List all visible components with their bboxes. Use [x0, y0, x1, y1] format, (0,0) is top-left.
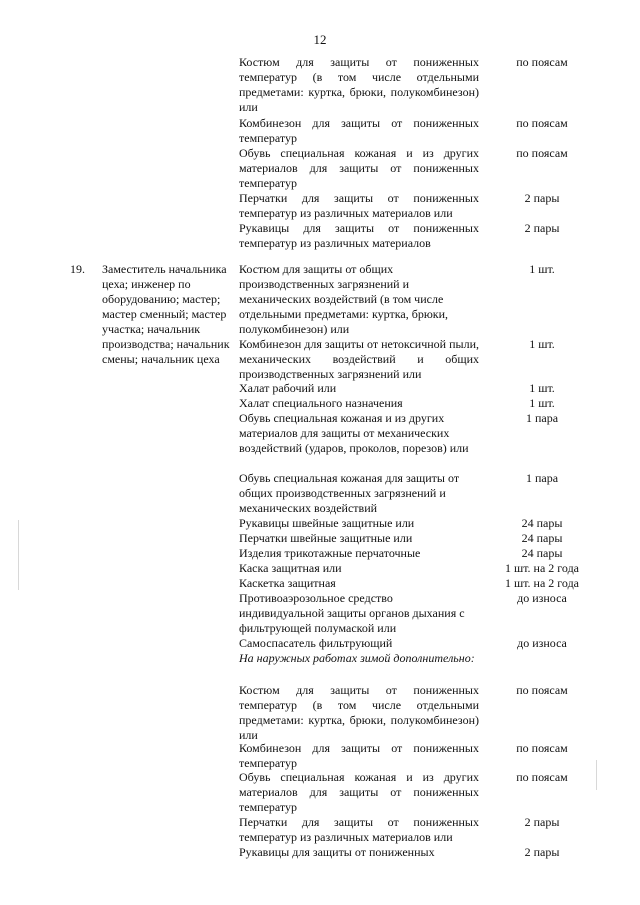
- page-number: 12: [313, 32, 327, 47]
- item-text: Рукавицы для защиты от пониженных: [239, 845, 435, 859]
- issue-norm: 2 пары: [524, 815, 560, 829]
- item-text: Рукавицы швейные защитные или: [239, 516, 415, 530]
- issue-norm: по поясам: [516, 683, 568, 697]
- item-text: Костюм для защиты от пониженных температур (в том числе отдельными предметами: куртка, брюки, полукомбинезон) или: [239, 55, 479, 114]
- issue-norm: 1 шт.: [529, 262, 555, 276]
- issue-norm: до износа: [517, 591, 567, 605]
- item-text: Каска защитная или: [239, 561, 342, 575]
- issue-norm: по поясам: [516, 55, 568, 69]
- item-text: Рукавицы для защиты от пониженных температур из различных материалов: [239, 221, 479, 250]
- scan-artifact: [18, 520, 19, 590]
- issue-norm: 1 шт.: [529, 396, 555, 410]
- item-text: Обувь специальная кожаная и из других материалов для защиты от механических воздействий (ударов, проколов, порезов) или: [239, 411, 469, 455]
- issue-norm: 1 шт. на 2 года: [504, 561, 580, 575]
- item-text: Самоспасатель фильтрующий: [239, 636, 393, 650]
- issue-norm: 1 шт.: [529, 381, 555, 395]
- issue-norm: 2 пары: [524, 845, 560, 859]
- issue-norm: 2 пары: [524, 221, 560, 235]
- item-text: Комбинезон для защиты от пониженных температур: [239, 741, 479, 770]
- issue-norm: по поясам: [516, 146, 568, 160]
- issue-norm: 1 пара: [525, 471, 559, 485]
- issue-norm: по поясам: [516, 116, 568, 130]
- item-text: Халат рабочий или: [239, 381, 337, 395]
- issue-norm: 2 пары: [524, 191, 560, 205]
- item-text: Костюм для защиты от пониженных температур (в том числе отдельными предметами: куртка, брюки, полукомбинезон) или: [239, 683, 479, 742]
- issue-norm: 1 шт.: [529, 337, 555, 351]
- issue-norm: по поясам: [516, 741, 568, 755]
- item-text: Обувь специальная кожаная и из других материалов для защиты от пониженных температур: [239, 146, 479, 190]
- issue-norm: 24 пары: [521, 516, 563, 530]
- issue-norm: 1 шт. на 2 года: [504, 576, 580, 590]
- item-text: Перчатки для защиты от пониженных температур из различных материалов или: [239, 191, 479, 220]
- issue-norm: 24 пары: [521, 546, 563, 560]
- item-text: Перчатки для защиты от пониженных температур из различных материалов или: [239, 815, 479, 844]
- item-text: Комбинезон для защиты от нетоксичной пыли, механических воздействий и общих производственных загрязнений или: [239, 337, 479, 381]
- item-text: Перчатки швейные защитные или: [239, 531, 413, 545]
- item-text: Каскетка защитная: [239, 576, 336, 590]
- item-text: Изделия трикотажные перчаточные: [239, 546, 421, 560]
- issue-norm: до износа: [517, 636, 567, 650]
- issue-norm: 24 пары: [521, 531, 563, 545]
- item-text: Комбинезон для защиты от пониженных температур: [239, 116, 479, 145]
- item-text: Костюм для защиты от общих производственных загрязнений и механических воздействий (в том числе отдельными предметами: куртка, брюки, полукомбинезон) или: [239, 262, 449, 336]
- item-text: Противоаэрозольное средство индивидуальной защиты органов дыхания с фильтрующей полумаской или: [239, 591, 465, 635]
- position-list: Заместитель начальника цеха; инженер по оборудованию; мастер; мастер сменный; мастер участка; начальник производства; начальник смены; начальник цеха: [102, 262, 230, 366]
- issue-norm: по поясам: [516, 770, 568, 784]
- issue-norm: 1 пара: [525, 411, 559, 425]
- scan-artifact: [596, 760, 597, 790]
- item-text: Халат специального назначения: [239, 396, 403, 410]
- item-text: Обувь специальная кожаная для защиты от общих производственных загрязнений и механических воздействий: [239, 471, 460, 515]
- item-text: Обувь специальная кожаная и из других материалов для защиты от пониженных температур: [239, 770, 479, 814]
- section-note: На наружных работах зимой дополнительно:: [239, 651, 475, 665]
- entry-number: 19.: [70, 262, 85, 276]
